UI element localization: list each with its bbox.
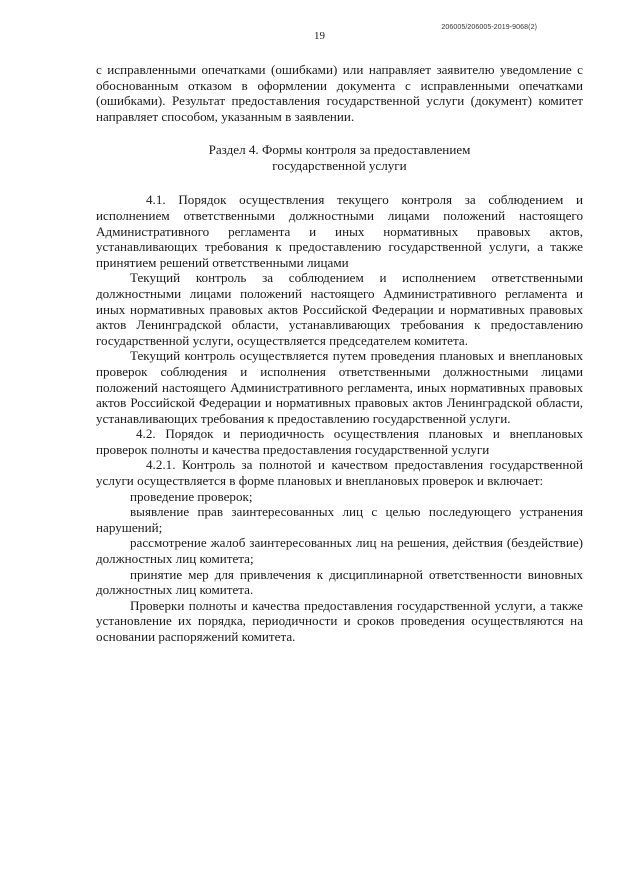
paragraph-4-1: 4.1. Порядок осуществления текущего контроля за соблюдением и исполнением ответственными должностными лицами положений настоящего Административного регламента и иных нормативных правовых актов, устанавливающих требования к предоставлению государственной услуги, а также принятием решений ответственными лицами bbox=[96, 192, 583, 270]
list-item: выявление прав заинтересованных лиц с целью последующего устранения нарушений; bbox=[96, 504, 583, 535]
page-number: 19 bbox=[314, 30, 325, 42]
intro-paragraph: с исправленными опечатками (ошибками) или направляет заявителю уведомление с обоснованным отказом в оформлении документа с исправленными опечатками (ошибками). Результат предоставления государственной услуги (документ) комитет направляет способом, указанным в заявлении. bbox=[96, 62, 583, 124]
paragraph-4-2-1: 4.2.1. Контроль за полнотой и качеством предоставления государственной услуги осуществляется в форме плановых и внеплановых проверок и включает: bbox=[96, 457, 583, 489]
list-item: принятие мер для привлечения к дисциплинарной ответственности виновных должностных лиц комитета. bbox=[96, 566, 583, 598]
list-item: проведение проверок; bbox=[130, 488, 253, 504]
list-item: рассмотрение жалоб заинтересованных лиц на решения, действия (бездействие) должностных лиц комитета; bbox=[96, 535, 583, 567]
document-body bbox=[96, 62, 583, 645]
section-title-line1: Раздел 4. Формы контроля за предоставлением bbox=[208, 142, 471, 158]
paragraph-current-control-1: Текущий контроль за соблюдением и исполнением ответственными должностными лицами положений настоящего Административного регламента и иных нормативных правовых актов Российской Федерации и нормативных правовых актов Ленинградской области, устанавливающих требования к предоставлению государственной услуги, осуществляется председателем комитета. bbox=[96, 270, 583, 348]
paragraph-4-2: 4.2. Порядок и периодичность осуществления плановых и внеплановых проверок полноты и качества предоставления государственной услуги bbox=[96, 426, 583, 457]
paragraph-current-control-2: Текущий контроль осуществляется путем проведения плановых и внеплановых проверок соблюдения и исполнения ответственными должностными лицами положений настоящего Административного регламента, иных нормативных правовых актов Российской Федерации и нормативных правовых актов Ленинградской области, устанавливающих требования к предоставлению государственной услуги. bbox=[96, 348, 583, 426]
section-title-line2: государственной услуги bbox=[272, 158, 407, 174]
section-title bbox=[96, 142, 583, 174]
document-id: 206005/206005-2019-9068(2) bbox=[441, 24, 537, 31]
paragraph-checks: Проверки полноты и качества предоставления государственной услуги, а также установление их порядка, периодичности и сроков проведения осуществляются на основании распоряжений комитета. bbox=[96, 597, 583, 644]
